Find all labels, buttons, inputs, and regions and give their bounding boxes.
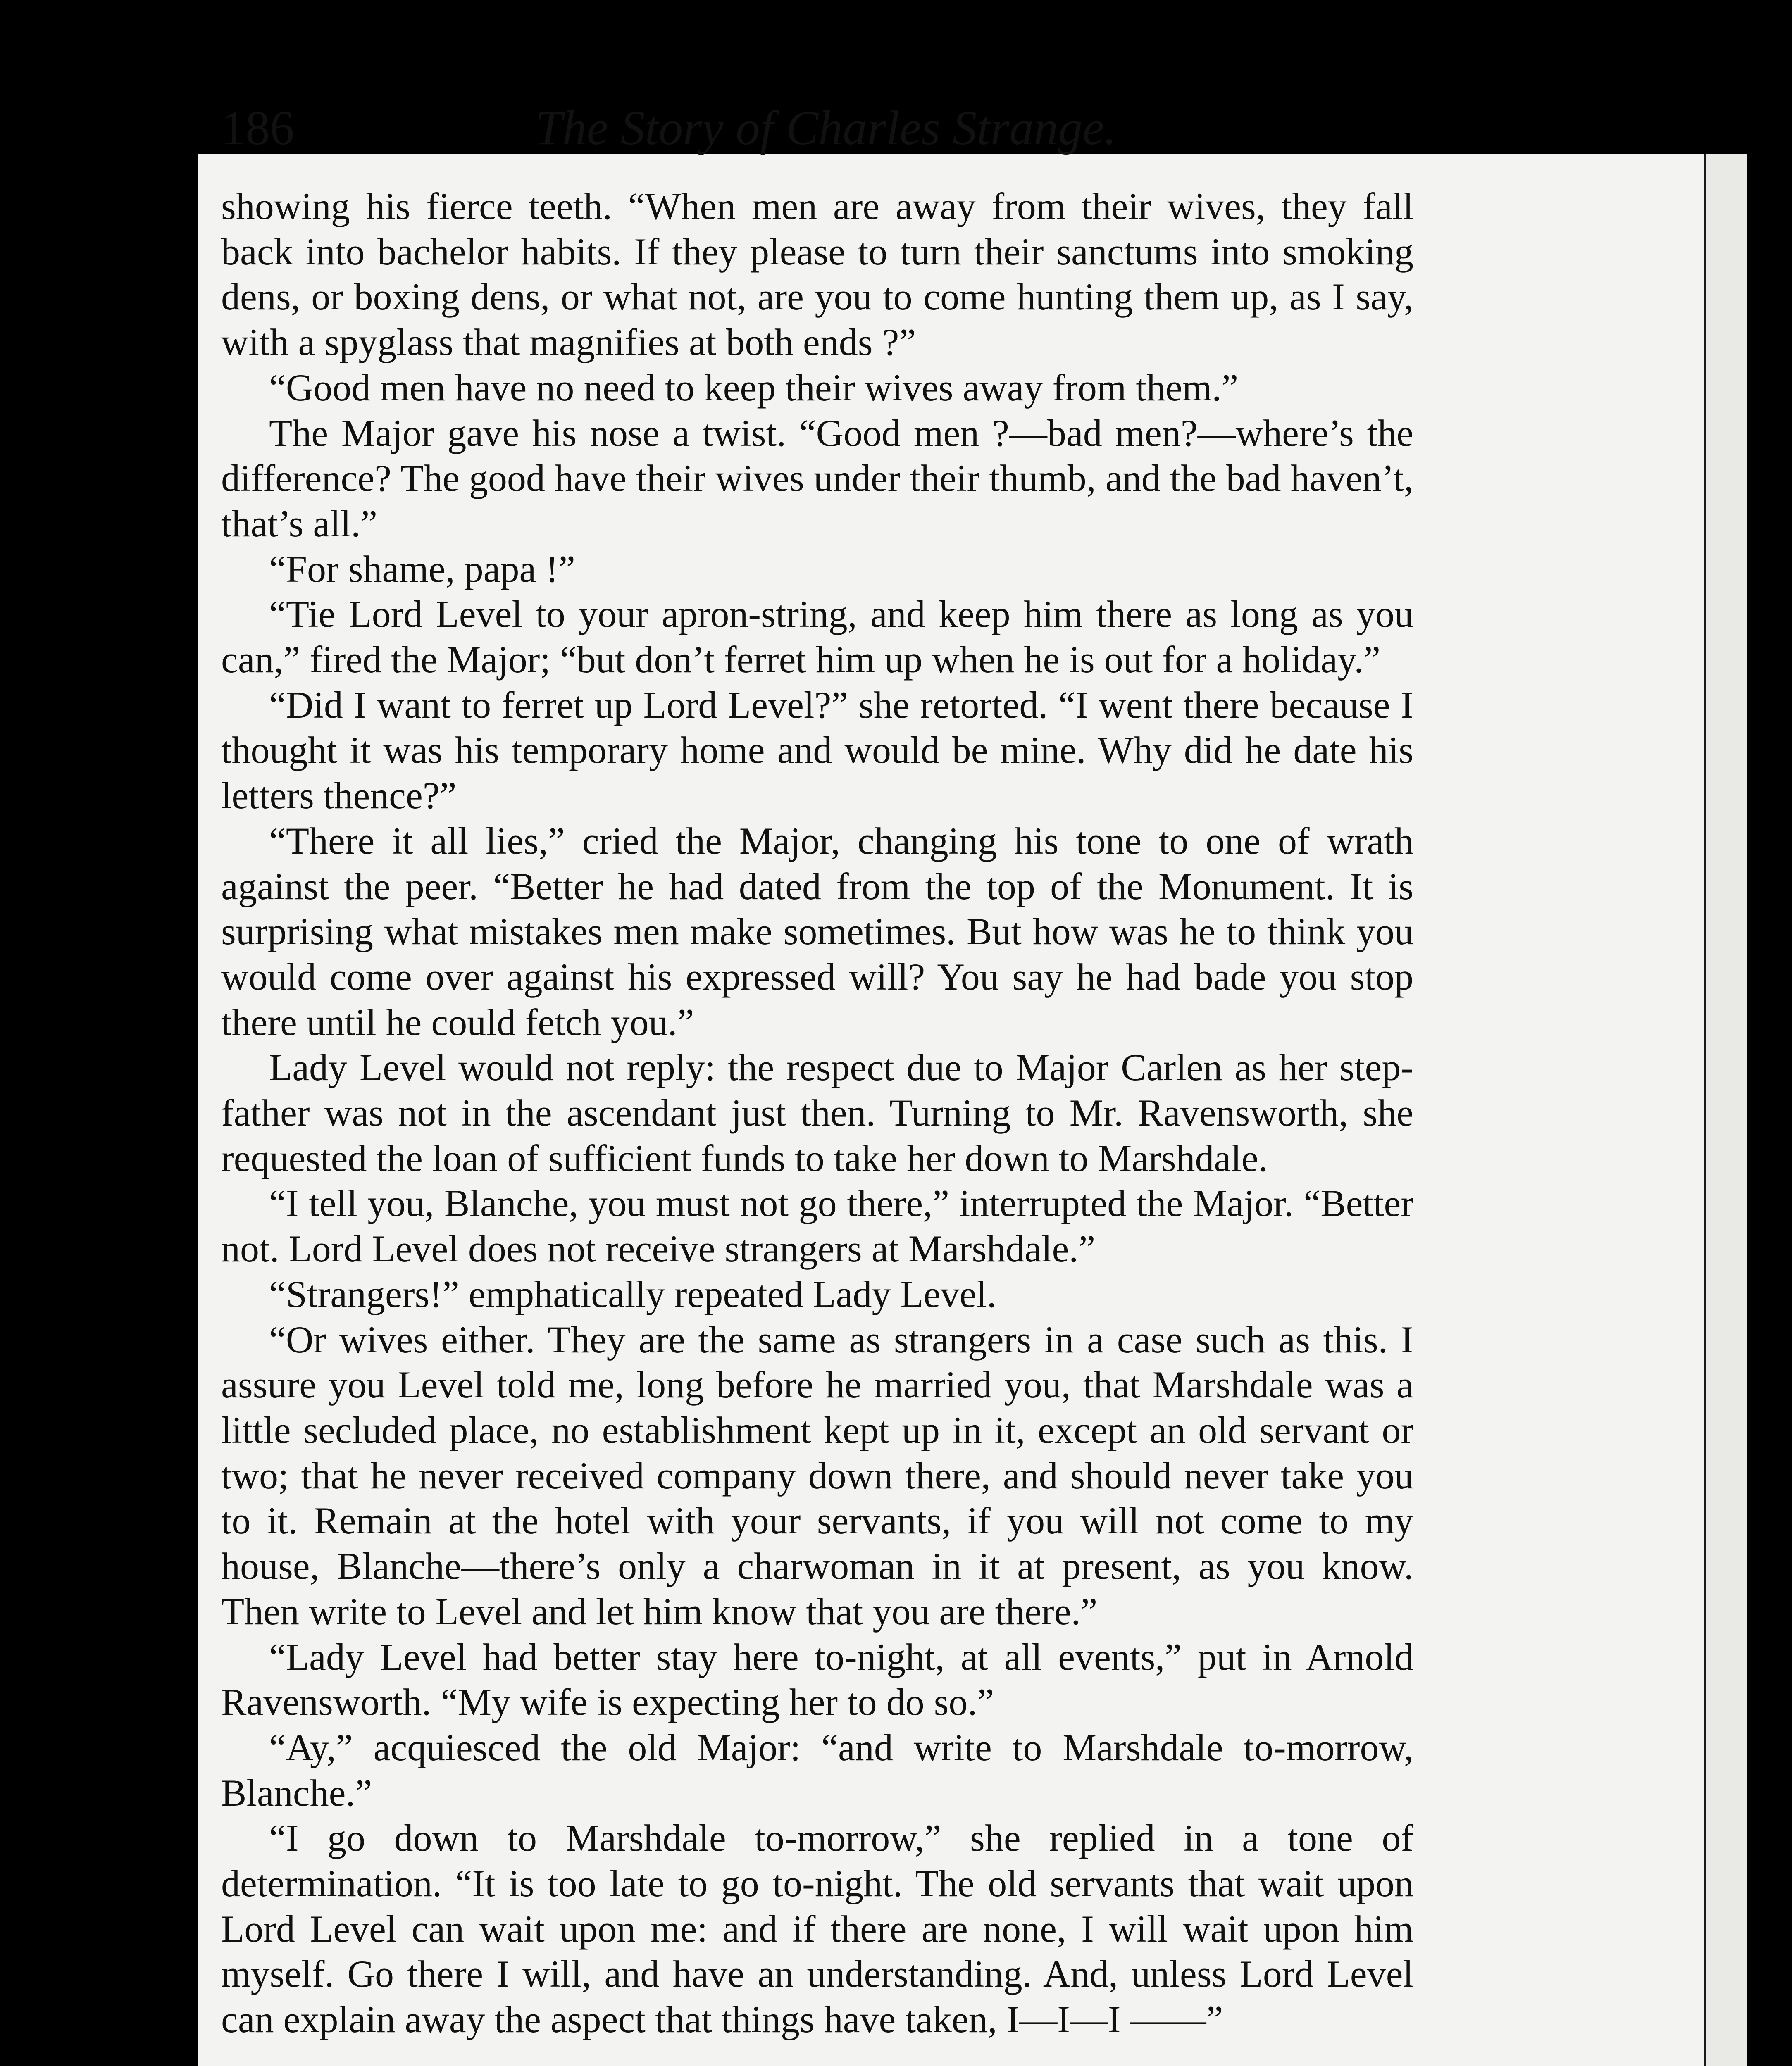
paragraph: “Good men have no need to keep their wives away from them.” [269,366,1239,409]
page-header [221,97,1420,171]
paragraph: showing his fierce teeth. “When men are away from their wives, they fall back into bachelor habits. If they please to turn their sanctums into smoking dens, or boxing dens, or what not, are you to come hunting them up, as I say, with a spyglass that magnifies at both ends ?” [221,185,1413,364]
paragraph: “There it all lies,” cried the Major, changing his tone to one of wrath against the peer. “Better he had dated from the top of the Monument. It is surprising what mistakes men make sometimes. But how was he to think you would come over against his expressed will? You say he had bade you stop there until he could fetch you.” [221,819,1413,1043]
paragraph: “I go down to Marshdale to-morrow,” she replied in a tone of determination. “It is too late to go to-night. The old servants that wait upon Lord Level can wait upon me: and if there are none, I will wait upon him myself. Go there I will, and have an understanding. And, unless Lord Level can explain away the aspect that things have taken, I—I—I ——” [221,1817,1413,2041]
paragraph: “For shame, papa !” [269,547,575,590]
paragraph: Lady Level would not reply: the respect due to Major Carlen as her step-father was not in the ascendant just then. Turning to Mr. Ravensworth, she requested the loan of sufficient funds to take her down to Marshdale. [221,1046,1413,1179]
paragraph: “Tie Lord Level to your apron-string, and keep him there as long as you can,” fired the Major; “but don’t ferret him up when he is out for a holiday.” [221,593,1413,681]
facing-page-edge [1704,154,1747,2066]
paragraph: The Major gave his nose a twist. “Good men ?—bad men?—where’s the difference? The good have their wives under their thumb, and the bad haven’t, that’s all.” [221,412,1413,545]
body-text [221,184,1413,2042]
paragraph: “Did I want to ferret up Lord Level?” she retorted. “I went there because I thought it was his temporary home and would be mine. Why did he date his letters thence?” [221,683,1413,817]
paragraph: “Ay,” acquiesced the old Major: “and write to Marshdale to-morrow, Blanche.” [221,1726,1413,1814]
page-number: 186 [221,101,294,155]
paragraph: “I tell you, Blanche, you must not go there,” interrupted the Major. “Better not. Lord Level does not receive strangers at Marshdale.” [221,1182,1413,1270]
paragraph: “Or wives either. They are the same as strangers in a case such as this. I assure you Level told me, long before he married you, that Marshdale was a little secluded place, no establishment kept up in it, except an old servant or two; that he never received company down there, and should never take you to it. Remain at the hotel with your servants, if you will not come to my house, Blanche—there’s only a charwoman in it at present, as you know. Then write to Level and let him know that you are there.” [221,1318,1413,1633]
paragraph: “Lady Level had better stay here to-night, at all events,” put in Arnold Ravensworth. “My wife is expecting her to do so.” [221,1635,1413,1723]
running-title: The Story of Charles Strange. [535,101,1117,155]
paragraph: “Strangers!” emphatically repeated Lady Level. [269,1273,996,1315]
